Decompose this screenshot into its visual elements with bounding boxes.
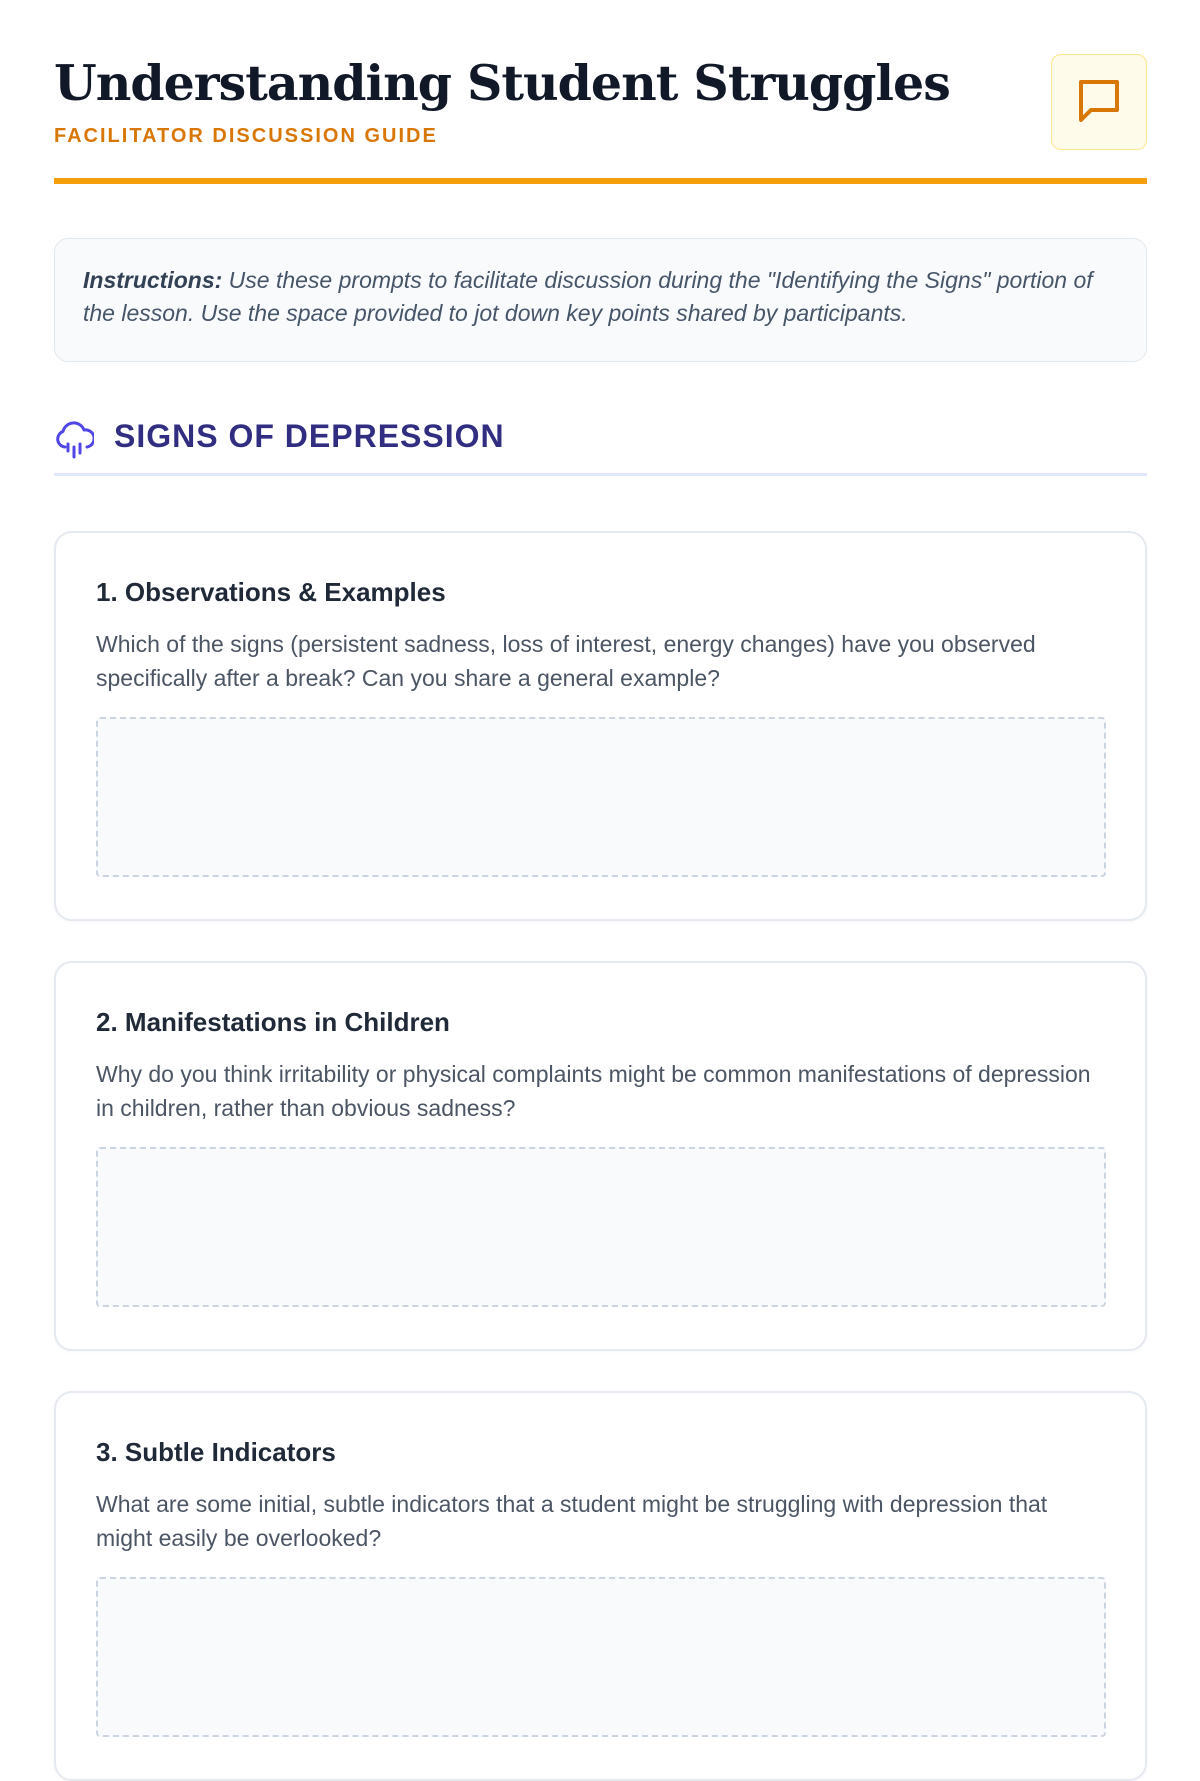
- page-title: Understanding Student Struggles: [54, 54, 950, 112]
- header-badge: [1051, 54, 1147, 150]
- notes-field[interactable]: [96, 1147, 1106, 1307]
- question-title: 2. Manifestations in Children: [96, 1007, 450, 1037]
- page-header: [54, 0, 1147, 184]
- question-prompt: Why do you think irritability or physical complaints might be common manifestations of depression in children, rather than obvious sadness?: [96, 1061, 1091, 1121]
- question-title: 3. Subtle Indicators: [96, 1437, 336, 1467]
- question-title: 1. Observations & Examples: [96, 577, 446, 607]
- question-card: [54, 531, 1147, 921]
- question-card: [54, 961, 1147, 1351]
- instructions-box: [54, 238, 1147, 362]
- instructions-lead: Instructions:: [83, 267, 223, 293]
- question-card: [54, 1391, 1147, 1781]
- chat-bubble-icon: [1073, 74, 1125, 131]
- notes-field[interactable]: [96, 717, 1106, 877]
- instructions-text: Use these prompts to facilitate discussion during the "Identifying the Signs" portion of the lesson. Use the space provided to jot down key points shared by participants.: [83, 267, 1093, 326]
- section-title: SIGNS OF DEPRESSION: [114, 418, 505, 454]
- page-subtitle: FACILITATOR DISCUSSION GUIDE: [54, 125, 438, 147]
- question-prompt: Which of the signs (persistent sadness, loss of interest, energy changes) have you observed specifically after a break? Can you share a general example?: [96, 631, 1036, 691]
- rain-cloud-icon: [54, 420, 94, 460]
- discussion-guide-page: [54, 0, 1147, 1551]
- notes-field[interactable]: [96, 1577, 1106, 1737]
- question-prompt: What are some initial, subtle indicators that a student might be struggling with depression that might easily be overlooked?: [96, 1491, 1048, 1551]
- section-heading: [54, 412, 1147, 476]
